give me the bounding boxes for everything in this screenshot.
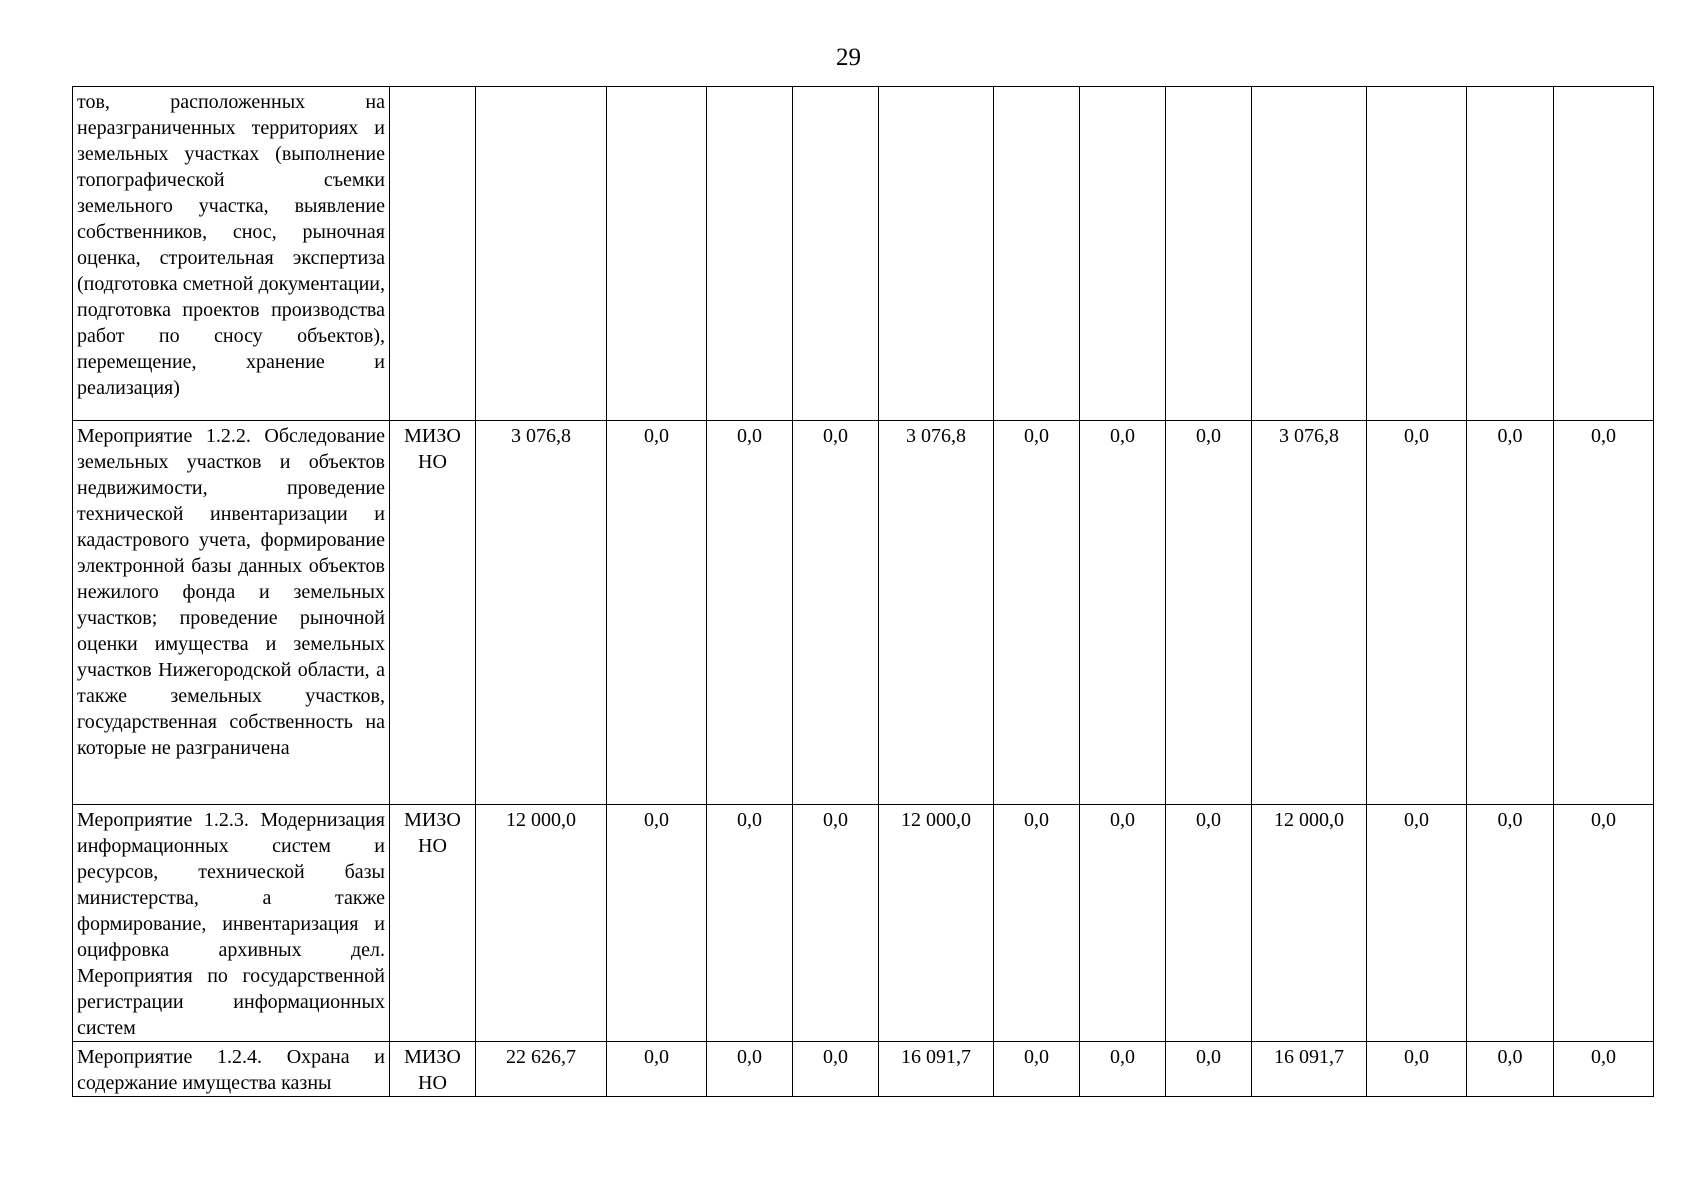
value-cell: 0,0	[707, 1042, 793, 1097]
value-cell: 0,0	[607, 805, 707, 1042]
table-row	[73, 421, 1654, 805]
value-cell: 0,0	[1367, 1042, 1467, 1097]
value-cell	[607, 87, 707, 421]
value-cell: 0,0	[994, 805, 1080, 1042]
budget-table	[72, 86, 1654, 1097]
value-cell	[793, 87, 879, 421]
row-executor: МИЗО НО	[390, 1042, 476, 1097]
value-cell: 12 000,0	[1252, 805, 1367, 1042]
value-cell	[879, 87, 994, 421]
value-cell: 16 091,7	[879, 1042, 994, 1097]
value-cell: 0,0	[1554, 1042, 1654, 1097]
value-cell: 0,0	[1080, 421, 1166, 805]
value-cell: 16 091,7	[1252, 1042, 1367, 1097]
value-cell	[1252, 87, 1367, 421]
value-cell: 0,0	[1467, 1042, 1554, 1097]
value-cell: 12 000,0	[879, 805, 994, 1042]
table-row	[73, 1042, 1654, 1097]
row-description: Мероприятие 1.2.3. Модернизация информационных систем и ресурсов, технической базы министерства, а также формирование, инвентаризация и оцифровка архивных дел. Мероприятия по государственной регистрации информационных систем	[73, 805, 390, 1042]
value-cell	[1467, 87, 1554, 421]
value-cell: 0,0	[1166, 421, 1252, 805]
value-cell: 0,0	[607, 421, 707, 805]
row-description: Мероприятие 1.2.2. Обследование земельных участков и объектов недвижимости, проведение технической инвентаризации и кадастрового учета, формирование электронной базы данных объектов нежилого фонда и земельных участков; проведение рыночной оценки имущества и земельных участков Нижегородской области, а также земельных участков, государственная собственность на которые не разграничена	[73, 421, 390, 805]
value-cell: 0,0	[1166, 805, 1252, 1042]
value-cell: 0,0	[1367, 421, 1467, 805]
value-cell: 0,0	[994, 1042, 1080, 1097]
value-cell: 0,0	[1554, 805, 1654, 1042]
value-cell: 0,0	[607, 1042, 707, 1097]
value-cell: 3 076,8	[879, 421, 994, 805]
value-cell: 0,0	[707, 421, 793, 805]
value-cell: 3 076,8	[476, 421, 607, 805]
value-cell: 0,0	[707, 805, 793, 1042]
value-cell: 0,0	[1367, 805, 1467, 1042]
value-cell: 0,0	[793, 805, 879, 1042]
value-cell: 0,0	[1166, 1042, 1252, 1097]
page-number: 29	[836, 44, 861, 71]
row-description: Мероприятие 1.2.4. Охрана и содержание имущества казны	[73, 1042, 390, 1097]
value-cell	[476, 87, 607, 421]
table-row	[73, 805, 1654, 1042]
row-executor: МИЗО НО	[390, 421, 476, 805]
row-executor	[390, 87, 476, 421]
value-cell	[1166, 87, 1252, 421]
value-cell: 3 076,8	[1252, 421, 1367, 805]
value-cell	[1367, 87, 1467, 421]
value-cell: 0,0	[994, 421, 1080, 805]
row-description: тов, расположенных на неразграниченных территориях и земельных участках (выполнение топографической съемки земельного участка, выявление собственников, снос, рыночная оценка, строительная экспертиза (подготовка сметной документации, подготовка проектов производства работ по сносу объектов), перемещение, хранение и реализация)	[73, 87, 390, 421]
value-cell: 0,0	[1080, 1042, 1166, 1097]
value-cell: 0,0	[1467, 421, 1554, 805]
value-cell	[1554, 87, 1654, 421]
value-cell	[1080, 87, 1166, 421]
value-cell	[707, 87, 793, 421]
value-cell: 0,0	[1080, 805, 1166, 1042]
value-cell: 0,0	[793, 421, 879, 805]
table-row	[73, 87, 1654, 421]
value-cell: 12 000,0	[476, 805, 607, 1042]
value-cell: 0,0	[793, 1042, 879, 1097]
value-cell: 22 626,7	[476, 1042, 607, 1097]
row-executor: МИЗО НО	[390, 805, 476, 1042]
value-cell	[994, 87, 1080, 421]
value-cell: 0,0	[1467, 805, 1554, 1042]
value-cell: 0,0	[1554, 421, 1654, 805]
